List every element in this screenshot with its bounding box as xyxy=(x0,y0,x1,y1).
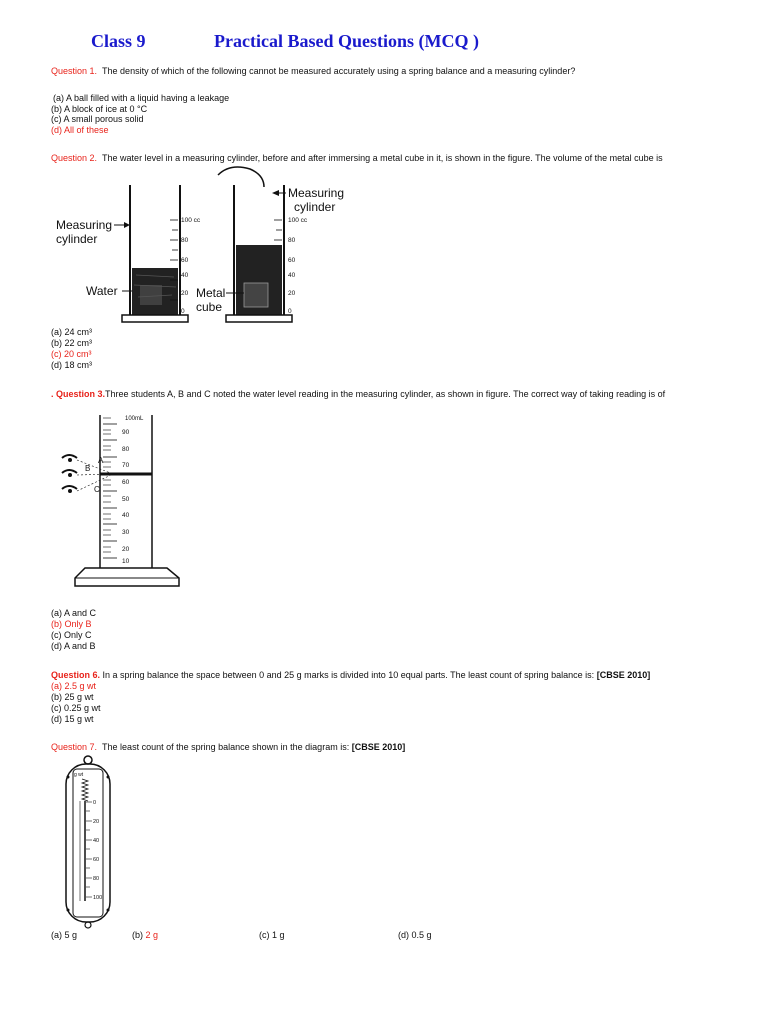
scale-label: 80 xyxy=(288,237,296,244)
spring xyxy=(82,779,88,801)
option: (d) 15 g wt xyxy=(51,714,94,724)
option: (c) A small porous solid xyxy=(51,114,144,124)
left-cylinder xyxy=(56,185,201,322)
question-6 xyxy=(51,670,650,681)
option: (d) A and B xyxy=(51,641,96,651)
right-label-line-1: Measuring xyxy=(288,186,345,200)
scale-label: 20 xyxy=(93,819,100,825)
question-label: . Question 3. xyxy=(51,389,106,399)
option: (d) 18 cm³ xyxy=(51,360,93,370)
observer-label: B xyxy=(85,464,91,473)
question-label: Question 2. xyxy=(51,153,98,163)
question-text: The water level in a measuring cylinder, before and after immersing a metal cube in it, is shown in the figure. The volume of the metal cube is xyxy=(102,153,663,163)
scale-label: 20 xyxy=(181,290,189,297)
scale-label: 40 xyxy=(93,838,100,844)
right-label-line-2: cylinder xyxy=(294,200,336,214)
option-value: 2 g xyxy=(145,930,159,940)
question-text: The density of which of the following cannot be measured accurately using a spring balance and a measuring cylinder? xyxy=(102,66,576,76)
scale-label: 60 xyxy=(181,257,189,264)
metal-label-line-2: cube xyxy=(196,300,223,314)
scale-label: 40 xyxy=(122,512,130,519)
cylinder-base xyxy=(75,568,179,586)
option-letter: (b) xyxy=(132,930,146,940)
scale-label: 0 xyxy=(288,308,292,315)
scale-label: 100 xyxy=(93,895,103,901)
page-title: Practical Based Questions (MCQ ) xyxy=(214,31,479,51)
option: (a) 24 cm³ xyxy=(51,327,93,337)
question-3 xyxy=(51,389,665,400)
option: (c) 1 g xyxy=(259,930,285,940)
measuring-cylinder-figure xyxy=(50,165,370,325)
question-text: The least count of the spring balance shown in the diagram is: xyxy=(102,742,350,752)
scale-label: 80 xyxy=(122,446,130,453)
scale-label: 30 xyxy=(122,529,130,536)
right-cylinder xyxy=(196,167,344,322)
scale-label: 20 xyxy=(122,546,130,553)
unit-label: g wt xyxy=(74,772,84,778)
scale-label: 100mL xyxy=(125,416,144,422)
scale-label: 90 xyxy=(122,429,130,436)
option: (c) 0.25 g wt xyxy=(51,703,101,713)
option: (a) A and C xyxy=(51,608,97,618)
observer-label: C xyxy=(94,485,100,494)
left-label-line-2: cylinder xyxy=(56,232,98,246)
scale-label: 0 xyxy=(93,800,97,806)
metal-cube xyxy=(244,283,268,307)
eye-icon xyxy=(62,470,77,477)
option-correct: (b) Only B xyxy=(51,619,92,629)
question-1 xyxy=(51,66,575,77)
observer-label: A xyxy=(98,456,104,465)
eye-icon xyxy=(62,455,77,462)
scale-label: 40 xyxy=(181,272,189,279)
spring-balance-figure xyxy=(58,755,128,930)
option: (a) 5 g xyxy=(51,930,78,940)
question-label: Question 6. xyxy=(51,670,101,680)
scale-label: 0 xyxy=(181,308,185,315)
option-correct: (a) 2.5 g wt xyxy=(51,681,97,691)
scale-label: 60 xyxy=(122,479,130,486)
option-correct xyxy=(132,930,158,940)
question-label: Question 1. xyxy=(51,66,98,76)
class-heading: Class 9 xyxy=(91,31,146,51)
metal-label-line-1: Metal xyxy=(196,286,226,300)
option-correct: (c) 20 cm³ xyxy=(51,349,92,359)
option: (c) Only C xyxy=(51,630,92,640)
option: (d) 0.5 g xyxy=(398,930,432,940)
question-2 xyxy=(51,153,663,164)
scale-label: 20 xyxy=(288,290,296,297)
option: (a) A ball filled with a liquid having a leakage xyxy=(53,93,230,103)
option-correct: (d) All of these xyxy=(51,125,109,135)
scale-label: 50 xyxy=(122,496,130,503)
scale-label: 60 xyxy=(93,857,100,863)
question-text: In a spring balance the space between 0 and 25 g marks is divided into 10 equal parts. The least count of spring balance is: xyxy=(102,670,595,680)
scale-label: 100 cc xyxy=(288,217,308,224)
question-label: Question 7. xyxy=(51,742,98,752)
question-7 xyxy=(51,742,405,753)
reading-cylinder-figure xyxy=(55,410,185,600)
scale-label: 80 xyxy=(93,876,100,882)
scale-label: 100 cc xyxy=(181,217,201,224)
water-label: Water xyxy=(86,284,118,298)
left-label-line-1: Measuring xyxy=(56,218,113,232)
exam-tag: [CBSE 2010] xyxy=(596,670,651,680)
scale-label: 10 xyxy=(122,558,130,565)
scale-label: 60 xyxy=(288,257,296,264)
eye-icon xyxy=(62,486,77,493)
option: (b) 25 g wt xyxy=(51,692,94,702)
option: (b) A block of ice at 0 °C xyxy=(51,104,148,114)
question-text: Three students A, B and C noted the water level reading in the measuring cylinder, as shown in figure. The correct way of taking reading is of xyxy=(105,389,666,399)
scale-label: 80 xyxy=(181,237,189,244)
scale-label: 40 xyxy=(288,272,296,279)
scale-label: 70 xyxy=(122,462,130,469)
exam-tag: [CBSE 2010] xyxy=(351,742,406,752)
option: (b) 22 cm³ xyxy=(51,338,93,348)
